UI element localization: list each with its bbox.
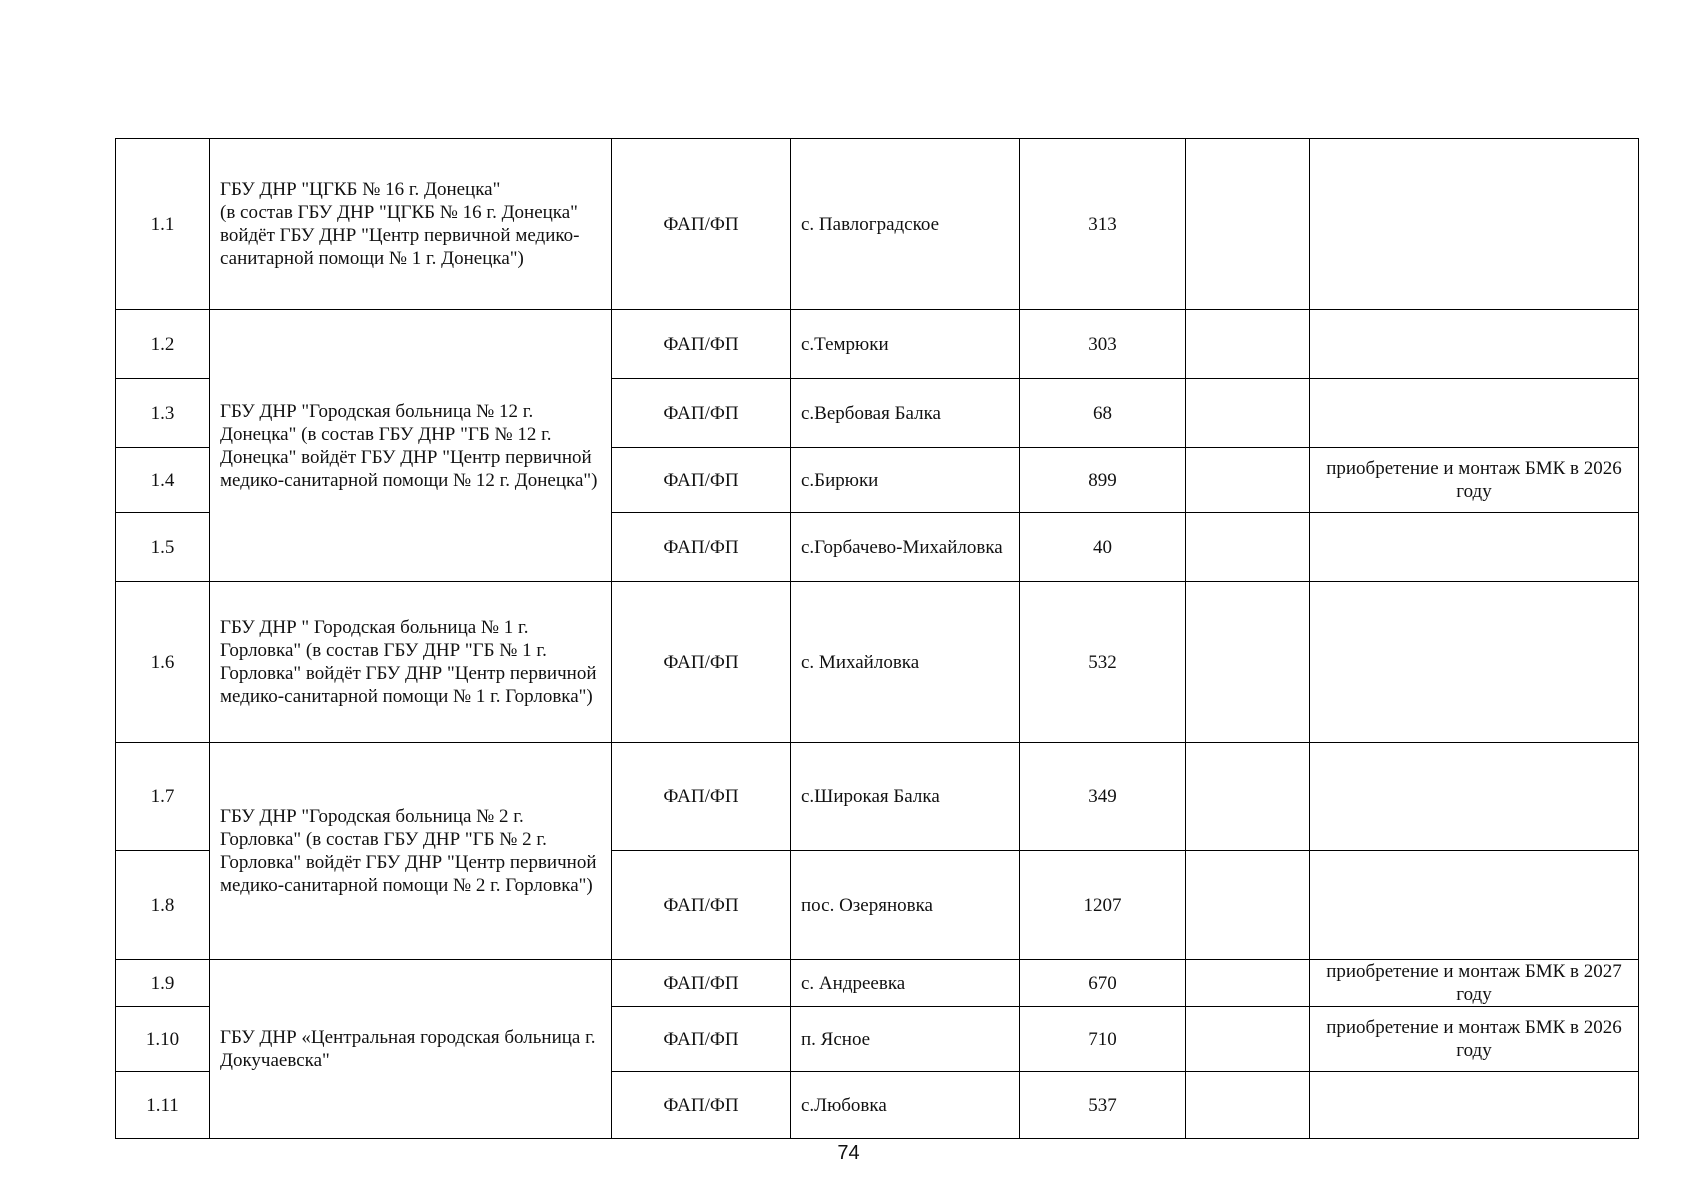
table-row <box>116 743 1639 851</box>
empty-cell <box>1186 139 1310 310</box>
note-cell: приобретение и монтаж БМК в 2026 году <box>1310 448 1639 513</box>
note-cell <box>1310 139 1639 310</box>
facility-type: ФАП/ФП <box>612 851 791 960</box>
page-number: 74 <box>837 1142 860 1164</box>
row-number: 1.4 <box>116 448 210 513</box>
settlement: с.Вербовая Балка <box>791 379 1020 448</box>
empty-cell <box>1186 960 1310 1007</box>
row-number: 1.7 <box>116 743 210 851</box>
empty-cell <box>1186 448 1310 513</box>
facility-type: ФАП/ФП <box>612 379 791 448</box>
organization-cell: ГБУ ДНР "Городская больница № 2 г. Горловка" (в состав ГБУ ДНР "ГБ № 2 г. Горловка" войдёт ГБУ ДНР "Центр первичной медико-санитарной помощи № 2 г. Горловка") <box>210 743 612 960</box>
note-cell: приобретение и монтаж БМК в 2027 году <box>1310 960 1639 1007</box>
facility-type: ФАП/ФП <box>612 139 791 310</box>
facility-type: ФАП/ФП <box>612 1072 791 1139</box>
facility-type: ФАП/ФП <box>612 582 791 743</box>
row-number: 1.8 <box>116 851 210 960</box>
organization-cell: ГБУ ДНР «Центральная городская больница г. Докучаевска" <box>210 960 612 1139</box>
settlement: с.Темрюки <box>791 310 1020 379</box>
population: 710 <box>1020 1007 1186 1072</box>
population: 40 <box>1020 513 1186 582</box>
note-cell <box>1310 310 1639 379</box>
settlement: пос. Озеряновка <box>791 851 1020 960</box>
table-row <box>116 582 1639 743</box>
empty-cell <box>1186 743 1310 851</box>
table-row <box>116 310 1639 379</box>
population: 349 <box>1020 743 1186 851</box>
settlement: с. Андреевка <box>791 960 1020 1007</box>
facility-type: ФАП/ФП <box>612 743 791 851</box>
row-number: 1.10 <box>116 1007 210 1072</box>
population: 1207 <box>1020 851 1186 960</box>
row-number: 1.9 <box>116 960 210 1007</box>
settlement: с.Бирюки <box>791 448 1020 513</box>
population: 537 <box>1020 1072 1186 1139</box>
population: 313 <box>1020 139 1186 310</box>
note-cell <box>1310 379 1639 448</box>
row-number: 1.11 <box>116 1072 210 1139</box>
table-row <box>116 960 1639 1007</box>
population: 899 <box>1020 448 1186 513</box>
note-cell <box>1310 743 1639 851</box>
empty-cell <box>1186 310 1310 379</box>
settlement: с.Любовка <box>791 1072 1020 1139</box>
population: 532 <box>1020 582 1186 743</box>
note-cell <box>1310 1072 1639 1139</box>
note-cell <box>1310 582 1639 743</box>
row-number: 1.5 <box>116 513 210 582</box>
row-number: 1.2 <box>116 310 210 379</box>
facility-type: ФАП/ФП <box>612 310 791 379</box>
empty-cell <box>1186 1072 1310 1139</box>
population: 303 <box>1020 310 1186 379</box>
settlement: с.Горбачево-Михайловка <box>791 513 1020 582</box>
settlement: с.Широкая Балка <box>791 743 1020 851</box>
facility-type: ФАП/ФП <box>612 960 791 1007</box>
organization-cell: ГБУ ДНР "ЦГКБ № 16 г. Донецка" (в состав ГБУ ДНР "ЦГКБ № 16 г. Донецка" войдёт ГБУ ДНР "Центр первичной медико-санитарной помощи № 1 г. Донецка") <box>210 139 612 310</box>
empty-cell <box>1186 513 1310 582</box>
table-row <box>116 139 1639 310</box>
settlement: с. Михайловка <box>791 582 1020 743</box>
row-number: 1.3 <box>116 379 210 448</box>
organization-cell: ГБУ ДНР " Городская больница № 1 г. Горловка" (в состав ГБУ ДНР "ГБ № 1 г. Горловка" войдёт ГБУ ДНР "Центр первичной медико-санитарной помощи № 1 г. Горловка") <box>210 582 612 743</box>
facilities-table <box>115 138 1639 1139</box>
facility-type: ФАП/ФП <box>612 448 791 513</box>
facility-type: ФАП/ФП <box>612 1007 791 1072</box>
settlement: п. Ясное <box>791 1007 1020 1072</box>
facility-type: ФАП/ФП <box>612 513 791 582</box>
population: 68 <box>1020 379 1186 448</box>
note-cell <box>1310 513 1639 582</box>
organization-cell: ГБУ ДНР "Городская больница № 12 г. Донецка" (в состав ГБУ ДНР "ГБ № 12 г. Донецка" войдёт ГБУ ДНР "Центр первичной медико-санитарной помощи № 12 г. Донецка") <box>210 310 612 582</box>
row-number: 1.6 <box>116 582 210 743</box>
note-cell: приобретение и монтаж БМК в 2026 году <box>1310 1007 1639 1072</box>
empty-cell <box>1186 582 1310 743</box>
note-cell <box>1310 851 1639 960</box>
row-number: 1.1 <box>116 139 210 310</box>
empty-cell <box>1186 1007 1310 1072</box>
empty-cell <box>1186 379 1310 448</box>
population: 670 <box>1020 960 1186 1007</box>
settlement: с. Павлоградское <box>791 139 1020 310</box>
empty-cell <box>1186 851 1310 960</box>
